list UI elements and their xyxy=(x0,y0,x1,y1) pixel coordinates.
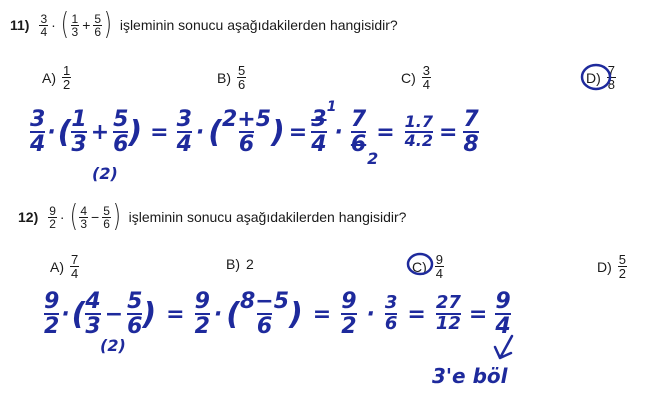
arrow-icon xyxy=(495,336,512,358)
option-value: $\frac{5}{6}$ xyxy=(238,63,246,92)
option-value: $\frac{9}{4}$ xyxy=(435,252,444,281)
option-label: D) xyxy=(586,69,601,86)
question-number: 11) xyxy=(10,17,30,33)
option-label: B) xyxy=(217,69,231,86)
operator: − xyxy=(91,209,100,225)
question-text: işleminin sonucu aşağıdakilerden hangisidir? xyxy=(119,17,398,33)
fraction: $\frac{1}{3}$ xyxy=(71,11,79,39)
left-paren: ( xyxy=(60,7,69,42)
operator: · xyxy=(59,209,65,225)
option-value: 2 xyxy=(246,256,254,272)
handwritten-note: 3'e böl xyxy=(432,364,508,388)
question-number: 12) xyxy=(18,209,39,225)
option-value: $\frac{5}{2}$ xyxy=(618,252,627,281)
option-label: C) xyxy=(412,258,427,275)
fraction: $\frac{5}{6}$ xyxy=(94,11,102,39)
right-paren: ) xyxy=(112,199,121,234)
option-label: A) xyxy=(50,258,64,275)
right-paren: ) xyxy=(103,7,113,42)
option-value: $\frac{3}{4}$ xyxy=(422,63,431,92)
fraction: $\frac{9}{2}$ xyxy=(49,203,56,231)
option-label: D) xyxy=(597,258,612,275)
handwritten-solution-11: 3 4 · ( 1 3 + $\frac{5}{6}$ ) = $\frac{3}{4}$ · ( 2+5 6 ) = 3 4 1 · 7 6 2 = $\frac{1.7}{4.2}$ = $\frac{7}{8}$ xyxy=(30,99,479,169)
operator: · xyxy=(51,17,56,33)
option-value: $\frac{1}{2}$ xyxy=(63,63,71,92)
option-value: $\frac{7}{4}$ xyxy=(71,252,79,281)
left-paren: ( xyxy=(69,199,78,234)
answer-circle-12 xyxy=(408,254,432,274)
fraction: $\frac{5}{6}$ xyxy=(103,203,110,231)
expand-factor-11: (2) xyxy=(92,164,118,183)
option-value: $\frac{7}{8}$ xyxy=(607,63,616,92)
option-label: B) xyxy=(226,256,240,272)
option-label: C) xyxy=(401,69,416,86)
question-text: işleminin sonucu aşağıdakilerden hangisidir? xyxy=(128,209,407,225)
fraction: $\frac{3}{4}$ xyxy=(40,11,48,39)
option-label: A) xyxy=(42,69,56,86)
operator: + xyxy=(82,17,91,33)
answer-circle-11 xyxy=(582,65,610,89)
fraction: $\frac{4}{3}$ xyxy=(80,203,87,231)
handwritten-solution-12: 9 2 · ( 4 3 − $\frac{5}{6}$ ) = $\frac{9}{2}$ · ( 8−5 6 ) = $\frac{9}{2}$ · $\frac{3}{6}$ = $\frac{27}{12}$ = $\frac{9}{4}$ xyxy=(44,289,511,340)
expand-factor-12: (2) xyxy=(100,336,126,355)
